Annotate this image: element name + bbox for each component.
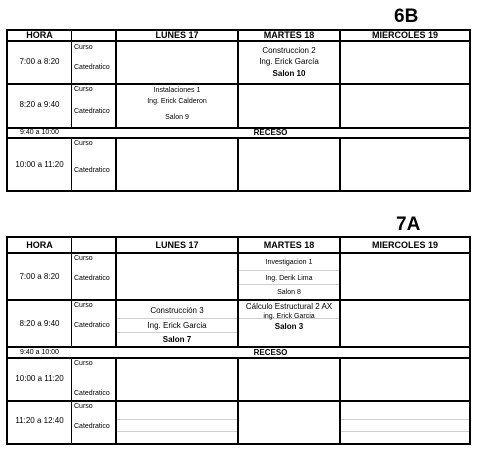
catedratico-label: Catedratico (74, 322, 110, 329)
header-hora: HORA (26, 30, 53, 40)
curso-label: Curso (74, 140, 93, 147)
catedratico-label: Catedratico (74, 390, 110, 397)
header-day-tuesday: MARTES 18 (263, 30, 315, 40)
time-slot: 10:00 a 11:20 (15, 160, 64, 169)
course-name: Construccion 2 (262, 46, 316, 55)
time-slot: 9:40 a 10:00 (20, 349, 59, 356)
catedratico-label: Catedratico (74, 64, 110, 71)
catedratico-label: Catedratico (74, 167, 110, 174)
time-slot: 10:00 a 11:20 (15, 374, 64, 383)
course-room: Salon 9 (165, 114, 189, 121)
group-title: 6B (394, 6, 419, 27)
time-slot: 8:20 a 9:40 (19, 319, 60, 328)
course-name: Investigacion 1 (265, 259, 313, 266)
course-teacher: Ing. Erick Calderon (147, 98, 207, 105)
curso-label: Curso (74, 255, 93, 262)
catedratico-label: Catedratico (74, 108, 110, 115)
course-name: Instalaciones 1 (153, 87, 201, 94)
break-label: RECESO (253, 128, 288, 137)
course-name: Cálculo Estructural 2 AX (245, 302, 333, 311)
curso-label: Curso (74, 86, 93, 93)
curso-label: Curso (74, 302, 93, 309)
time-slot: 9:40 a 10:00 (20, 129, 59, 136)
group-title: 7A (396, 214, 421, 235)
course-teacher: Ing. Erick García (259, 57, 319, 66)
course-room: Salon 3 (274, 322, 304, 331)
course-room: Salon 7 (162, 335, 192, 344)
break-label: RECESO (253, 348, 288, 357)
catedratico-label: Catedratico (74, 275, 110, 282)
catedratico-label: Catedratico (74, 423, 110, 430)
header-day-tuesday: MARTES 18 (263, 240, 315, 250)
time-slot: 11:20 a 12:40 (15, 416, 64, 425)
curso-label: Curso (74, 360, 93, 367)
curso-label: Curso (74, 44, 93, 51)
curso-label: Curso (74, 403, 93, 410)
course-name: Construcción 3 (150, 306, 204, 315)
course-teacher: ing. Erick Garcia (263, 313, 315, 320)
time-slot: 7:00 a 8:20 (19, 272, 60, 281)
header-day-monday: LUNES 17 (155, 240, 199, 250)
course-teacher: Ing. Erick Garcia (147, 321, 207, 330)
course-teacher: Ing. Derik Lima (265, 275, 313, 282)
header-hora: HORA (26, 240, 53, 250)
header-day-wednesday: MIERCOLES 19 (371, 240, 438, 250)
header-day-wednesday: MIERCOLES 19 (371, 30, 438, 40)
header-day-monday: LUNES 17 (155, 30, 199, 40)
time-slot: 8:20 a 9:40 (19, 100, 60, 109)
time-slot: 7:00 a 8:20 (19, 57, 60, 66)
course-room: Salon 8 (277, 289, 301, 296)
course-room: Salon 10 (272, 69, 306, 78)
